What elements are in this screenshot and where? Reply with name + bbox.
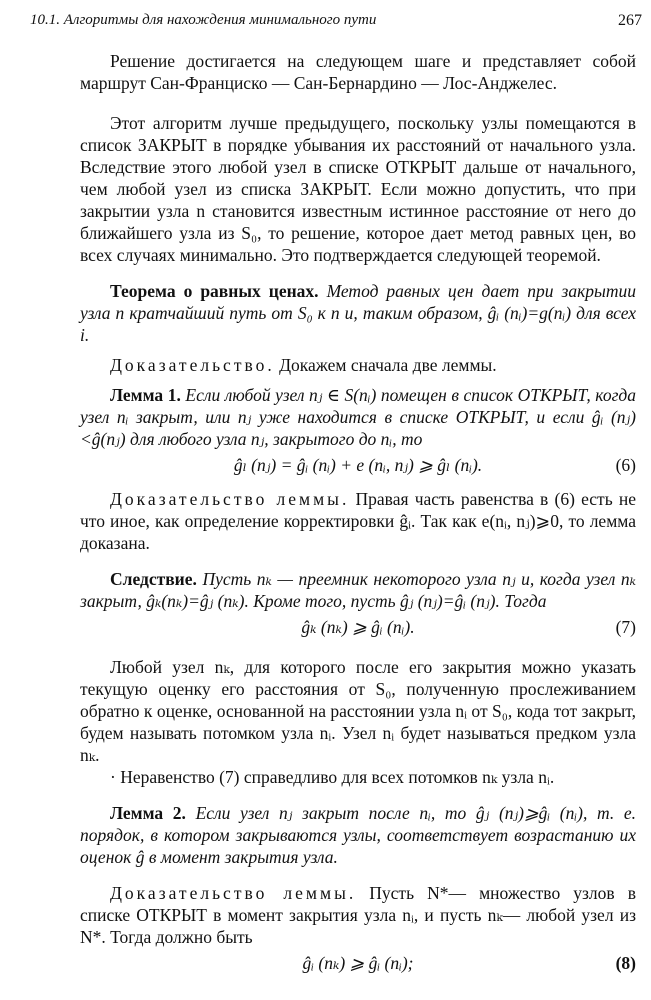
running-title: 10.1. Алгоритмы для нахождения минимального пути [30, 12, 377, 28]
formula-6 [80, 450, 636, 480]
lemma-2 [80, 802, 636, 868]
proof-label: Доказательство. [110, 355, 275, 375]
lemma-1 [80, 384, 636, 450]
formula-8-number: (8) [615, 953, 636, 973]
formula-7 [80, 612, 636, 642]
lemma-1-title: Лемма 1. [110, 385, 181, 405]
corollary [80, 568, 636, 612]
proof-text: Докажем сначала две леммы. [279, 355, 497, 375]
lemma-1-proof-text: Правая часть равенства в (6) есть не что иное, как определение корректировки ĝᵢ. Так как e(nᵢ, nⱼ)⩾0, то лемма доказана. [80, 489, 636, 553]
lemma-1-text: Если любой узел nⱼ ∈ S(nᵢ) помещен в список ОТКРЫТ, когда узел nᵢ закрыт, или nⱼ уже находится в списке ОТКРЫТ, и если ĝᵢ (nⱼ)<ĝ(nⱼ) для любого узла nⱼ, закрытого до nᵢ, то [80, 385, 636, 449]
proof [80, 354, 636, 376]
theorem-title: Теорема о равных ценах. [110, 281, 319, 301]
corollary-title: Следствие. [110, 569, 197, 589]
page-body [80, 50, 636, 978]
lemma-2-proof-text: Пусть N*— множество узлов в списке ОТКРЫТ в момент закрытия узла nᵢ, и пусть nₖ— любой узел из N*. Тогда должно быть [80, 883, 636, 947]
formula-7-number: (7) [615, 617, 636, 637]
formula-8-text: ĝᵢ (nₖ) ⩾ ĝᵢ (nᵢ); [302, 953, 414, 973]
formula-6-number: (6) [615, 455, 636, 475]
page-number: 267 [618, 12, 642, 29]
paragraph-descendant: Любой узел nₖ, для которого после его закрытия можно указать текущую оценку его расстояния от S₀, полученную прослеживанием обратно к оценке, основанной на расстоянии узла nᵢ от S₀, кода тот закрыт, будем называть потомком узла nᵢ. Узел nᵢ будет называться предком узла nₖ. [80, 657, 636, 765]
paragraph-inequality: · Неравенство (7) справедливо для всех потомков nₖ узла nᵢ. [110, 767, 555, 787]
paragraph-solution: Решение достигается на следующем шаге и представляет собой маршрут Сан-Франциско — Сан-Бернардино — Лос-Анджелес. [80, 51, 636, 93]
formula-7-text: ĝₖ (nₖ) ⩾ ĝᵢ (nᵢ). [301, 617, 415, 637]
lemma-2-title: Лемма 2. [110, 803, 186, 823]
corollary-text: Пусть nₖ — преемник некоторого узла nⱼ и, когда узел nₖ закрыт, ĝₖ(nₖ)=ĝⱼ (nₖ). Кроме того, пусть ĝⱼ (nⱼ)=ĝᵢ (nⱼ). Тогда [80, 569, 637, 611]
page-header [30, 12, 642, 36]
theorem [80, 280, 636, 346]
lemma-2-proof [80, 882, 636, 948]
lemma-1-proof [80, 488, 636, 554]
lemma-2-proof-label: Доказательство леммы. [110, 883, 357, 903]
theorem-text: Метод равных цен дает при закрытии узла n кратчайший путь от S₀ к n и, таким образом, ĝᵢ (nᵢ)=g(nᵢ) для всех i. [80, 281, 636, 345]
lemma-2-text: Если узел nⱼ закрыт после nᵢ, то ĝⱼ (nⱼ)⩾ĝᵢ (nᵢ), т. е. порядок, в котором закрываются узлы, соответствует возрастанию их оценок ĝ в момент закрытия узла. [80, 803, 636, 867]
lemma-1-proof-label: Доказательство леммы. [110, 489, 350, 509]
formula-6-text: ĝₗ (nⱼ) = ĝᵢ (nᵢ) + e (nᵢ, nⱼ) ⩾ ĝₗ (nᵢ). [233, 455, 483, 475]
paragraph-algorithm: Этот алгоритм лучше предыдущего, поскольку узлы помещаются в список ЗАКРЫТ в порядке убывания их расстояний от начального узла. Вследствие этого любой узел в списке ОТКРЫТ дальше от начального, чем любой узел из списка ЗАКРЫТ. Если можно допустить, что при закрытии узла n становится известным истинное расстояние от него до ближайшего узла из S₀, то решение, которое дает метод равных цен, во всех случаях минимально. Это подтверждается следующей теоремой. [80, 113, 636, 265]
formula-8 [80, 948, 636, 978]
